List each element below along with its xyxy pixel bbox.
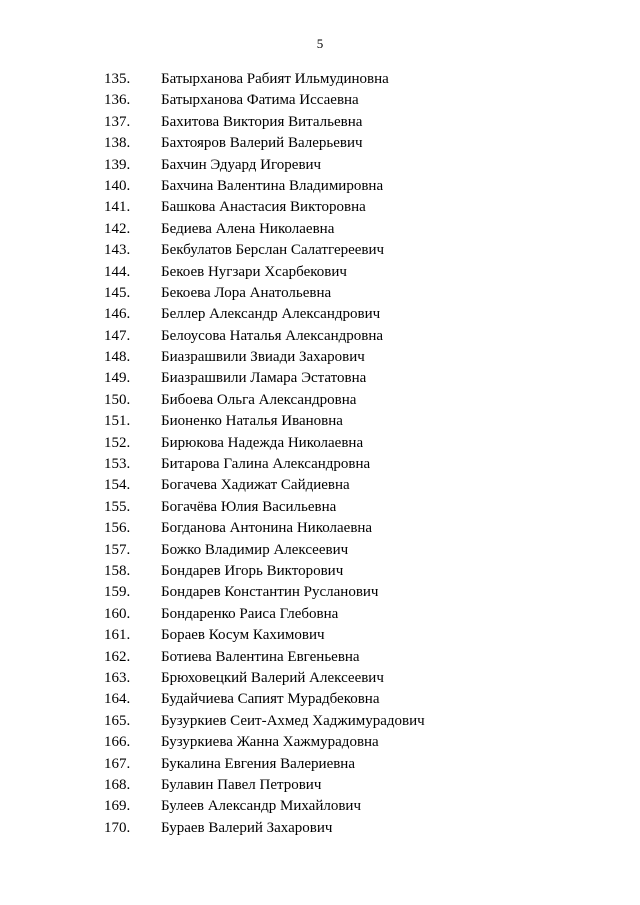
entry-number: 140. bbox=[104, 177, 131, 194]
list-item bbox=[0, 155, 640, 176]
list-item bbox=[0, 689, 640, 710]
entry-name: Биазрашвили Звиади Захарович bbox=[161, 349, 365, 366]
entry-number: 135. bbox=[104, 71, 131, 87]
entry-number: 170. bbox=[104, 819, 131, 836]
entry-name: Бибоева Ольга Александровна bbox=[161, 391, 357, 408]
list-item bbox=[0, 240, 640, 261]
entry-number: 154. bbox=[104, 477, 131, 494]
list-item bbox=[0, 176, 640, 197]
list-item bbox=[0, 540, 640, 561]
entry-number: 156. bbox=[104, 520, 131, 537]
entry-number: 155. bbox=[104, 498, 131, 515]
list-item bbox=[0, 390, 640, 411]
list-item bbox=[0, 197, 640, 218]
entry-number: 146. bbox=[104, 306, 131, 323]
list-item bbox=[0, 561, 640, 582]
entry-name: Беллер Александр Александрович bbox=[161, 306, 381, 323]
entry-number: 166. bbox=[104, 734, 131, 751]
list-item bbox=[0, 497, 640, 518]
entry-number: 168. bbox=[104, 776, 131, 793]
entry-number: 144. bbox=[104, 263, 131, 280]
list-item bbox=[0, 304, 640, 325]
list-item bbox=[0, 796, 640, 817]
list-item bbox=[0, 625, 640, 646]
entry-name: Батырханова Рабият Ильмудиновна bbox=[161, 71, 389, 87]
list-item bbox=[0, 326, 640, 347]
entry-name: Бирюкова Надежда Николаевна bbox=[161, 434, 364, 451]
entry-number: 151. bbox=[104, 413, 131, 430]
entry-number: 164. bbox=[104, 691, 131, 708]
list-item bbox=[0, 454, 640, 475]
entry-number: 160. bbox=[104, 605, 131, 622]
entry-name: Батырханова Фатима Иссаевна bbox=[161, 92, 359, 109]
entry-number: 147. bbox=[104, 327, 131, 344]
entry-number: 138. bbox=[104, 135, 131, 152]
list-item bbox=[0, 219, 640, 240]
entry-name: Бураев Валерий Захарович bbox=[161, 819, 333, 836]
list-item bbox=[0, 368, 640, 389]
list-item bbox=[0, 347, 640, 368]
entry-number: 137. bbox=[104, 113, 131, 130]
entry-name: Букалина Евгения Валериевна bbox=[161, 755, 355, 772]
list-item bbox=[0, 775, 640, 796]
entry-number: 149. bbox=[104, 370, 131, 387]
entry-name: Бузуркиев Сеит-Ахмед Хаджимурадович bbox=[161, 712, 425, 729]
entry-name: Бекоев Нугзари Хсарбекович bbox=[161, 263, 347, 280]
list-item bbox=[0, 475, 640, 496]
entry-name: Божко Владимир Алексеевич bbox=[161, 541, 349, 558]
entry-name: Бондарев Игорь Викторович bbox=[161, 562, 344, 579]
entry-number: 157. bbox=[104, 541, 131, 558]
entry-name: Башкова Анастасия Викторовна bbox=[161, 199, 366, 216]
entry-number: 165. bbox=[104, 712, 131, 729]
list-item bbox=[0, 647, 640, 668]
entry-number: 136. bbox=[104, 92, 131, 109]
entry-name: Богданова Антонина Николаевна bbox=[161, 520, 373, 537]
entry-number: 159. bbox=[104, 584, 131, 601]
list-item bbox=[0, 283, 640, 304]
page-number: 5 bbox=[316, 36, 324, 51]
entry-name: Бондаренко Раиса Глебовна bbox=[161, 605, 339, 622]
entry-number: 169. bbox=[104, 798, 131, 815]
list-item bbox=[0, 604, 640, 625]
entry-name: Богачёва Юлия Васильевна bbox=[161, 498, 337, 515]
list-item bbox=[0, 262, 640, 283]
entry-number: 167. bbox=[104, 755, 131, 772]
name-list bbox=[0, 69, 640, 839]
entry-name: Белоусова Наталья Александровна bbox=[161, 327, 384, 344]
entry-number: 152. bbox=[104, 434, 131, 451]
list-item bbox=[0, 582, 640, 603]
entry-number: 150. bbox=[104, 391, 131, 408]
list-item bbox=[0, 90, 640, 111]
list-item bbox=[0, 818, 640, 839]
entry-name: Булавин Павел Петрович bbox=[161, 776, 322, 793]
entry-name: Ботиева Валентина Евгеньевна bbox=[161, 648, 360, 665]
entry-name: Булеев Александр Михайлович bbox=[161, 798, 362, 815]
entry-name: Бораев Косум Кахимович bbox=[161, 627, 325, 644]
list-item bbox=[0, 732, 640, 753]
entry-name: Бекбулатов Берслан Салатгереевич bbox=[161, 242, 385, 259]
list-item bbox=[0, 711, 640, 732]
entry-name: Бедиева Алена Николаевна bbox=[161, 220, 335, 237]
entry-number: 141. bbox=[104, 199, 131, 216]
entry-number: 153. bbox=[104, 456, 131, 473]
list-item bbox=[0, 668, 640, 689]
entry-number: 148. bbox=[104, 349, 131, 366]
entry-number: 142. bbox=[104, 220, 131, 237]
entry-number: 162. bbox=[104, 648, 131, 665]
entry-number: 161. bbox=[104, 627, 131, 644]
entry-name: Бахтояров Валерий Валерьевич bbox=[161, 135, 363, 152]
entry-number: 158. bbox=[104, 562, 131, 579]
entry-number: 163. bbox=[104, 669, 131, 686]
list-item bbox=[0, 518, 640, 539]
entry-name: Бондарев Константин Русланович bbox=[161, 584, 379, 601]
entry-name: Битарова Галина Александровна bbox=[161, 456, 371, 473]
entry-number: 139. bbox=[104, 156, 131, 173]
entry-name: Бахчина Валентина Владимировна bbox=[161, 177, 384, 194]
entry-number: 145. bbox=[104, 284, 131, 301]
list-item bbox=[0, 133, 640, 154]
entry-name: Бекоева Лора Анатольевна bbox=[161, 284, 332, 301]
entry-name: Бахитова Виктория Витальевна bbox=[161, 113, 363, 130]
entry-number: 143. bbox=[104, 242, 131, 259]
entry-name: Бионенко Наталья Ивановна bbox=[161, 413, 343, 430]
entry-name: Богачева Хадижат Сайдиевна bbox=[161, 477, 350, 494]
entry-name: Брюховецкий Валерий Алексеевич bbox=[161, 669, 384, 686]
list-item bbox=[0, 69, 640, 90]
list-item bbox=[0, 411, 640, 432]
entry-name: Будайчиева Сапият Мурадбековна bbox=[161, 691, 380, 708]
entry-name: Бузуркиева Жанна Хажмурадовна bbox=[161, 734, 379, 751]
list-item bbox=[0, 754, 640, 775]
list-item bbox=[0, 112, 640, 133]
entry-name: Бахчин Эдуард Игоревич bbox=[161, 156, 322, 173]
entry-name: Биазрашвили Ламара Эстатовна bbox=[161, 370, 367, 387]
list-item bbox=[0, 433, 640, 454]
